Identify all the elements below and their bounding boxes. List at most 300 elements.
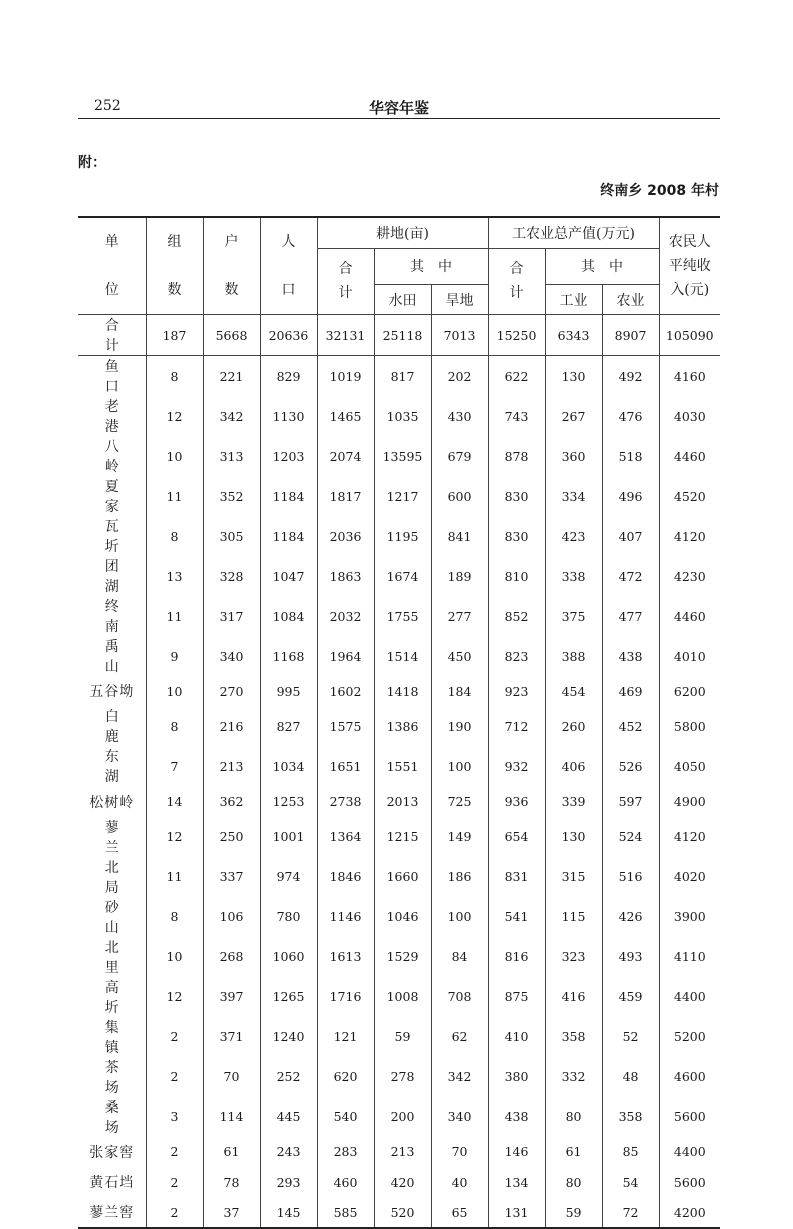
- cell-dryland: 708: [431, 977, 488, 1017]
- cell-dryland: 202: [431, 356, 488, 397]
- cell-land-total: 585: [317, 1198, 374, 1228]
- page-number: 252: [94, 98, 121, 114]
- cell-groups: 2: [146, 1167, 203, 1197]
- cell-households: 337: [203, 857, 260, 897]
- cell-population: 1130: [260, 396, 317, 436]
- header-dryland: 旱地: [431, 285, 488, 315]
- cell-dryland: 600: [431, 476, 488, 516]
- cell-land-total: 1716: [317, 977, 374, 1017]
- header-farmland-total: [317, 248, 374, 315]
- cell-industry: 80: [545, 1167, 602, 1197]
- cell-village-name: 蓼兰: [78, 817, 146, 857]
- cell-income: 4200: [659, 1198, 720, 1228]
- table-row: [78, 1167, 720, 1197]
- cell-paddy: 213: [374, 1137, 431, 1167]
- cell-paddy: 1529: [374, 937, 431, 977]
- cell-dryland: 725: [431, 786, 488, 816]
- cell-land-total: 1575: [317, 706, 374, 746]
- cell-industry: 315: [545, 857, 602, 897]
- cell-land-total: 2036: [317, 516, 374, 556]
- cell-dryland: 84: [431, 937, 488, 977]
- cell-output-total: 15250: [488, 315, 545, 356]
- cell-income: 4460: [659, 436, 720, 476]
- cell-population: 1253: [260, 786, 317, 816]
- cell-land-total: 1465: [317, 396, 374, 436]
- cell-dryland: 100: [431, 746, 488, 786]
- cell-industry: 260: [545, 706, 602, 746]
- cell-population: 974: [260, 857, 317, 897]
- cell-households: 371: [203, 1017, 260, 1057]
- cell-groups: 14: [146, 786, 203, 816]
- cell-population: 1001: [260, 817, 317, 857]
- cell-dryland: 62: [431, 1017, 488, 1057]
- table-row: [78, 636, 720, 676]
- cell-population: 243: [260, 1137, 317, 1167]
- cell-households: 61: [203, 1137, 260, 1167]
- cell-population: 1047: [260, 556, 317, 596]
- cell-agriculture: 426: [602, 897, 659, 937]
- cell-paddy: 1551: [374, 746, 431, 786]
- cell-groups: 10: [146, 676, 203, 706]
- cell-land-total: 1846: [317, 857, 374, 897]
- header-unit: [78, 217, 146, 315]
- cell-land-total: 620: [317, 1057, 374, 1097]
- cell-agriculture: 407: [602, 516, 659, 556]
- cell-agriculture: 72: [602, 1198, 659, 1228]
- cell-agriculture: 492: [602, 356, 659, 397]
- cell-paddy: 59: [374, 1017, 431, 1057]
- cell-land-total: 460: [317, 1167, 374, 1197]
- cell-village-name: 终南: [78, 596, 146, 636]
- cell-dryland: 149: [431, 817, 488, 857]
- header-households-top: 户: [224, 234, 239, 250]
- cell-land-total: 121: [317, 1017, 374, 1057]
- table-row: [78, 857, 720, 897]
- cell-groups: 10: [146, 937, 203, 977]
- cell-village-name: 八岭: [78, 436, 146, 476]
- cell-village-name: 砂山: [78, 897, 146, 937]
- cell-households: 362: [203, 786, 260, 816]
- cell-village-name: 东湖: [78, 746, 146, 786]
- cell-industry: 323: [545, 937, 602, 977]
- cell-paddy: 1035: [374, 396, 431, 436]
- header-income-line1: 农民人: [668, 234, 711, 250]
- cell-groups: 2: [146, 1017, 203, 1057]
- table-row: [78, 396, 720, 436]
- cell-industry: 339: [545, 786, 602, 816]
- cell-population: 445: [260, 1097, 317, 1137]
- table-row: [78, 556, 720, 596]
- cell-output-total: 932: [488, 746, 545, 786]
- cell-village-name: 合计: [78, 315, 146, 356]
- header-income: [659, 217, 720, 315]
- cell-land-total: 1651: [317, 746, 374, 786]
- cell-industry: 115: [545, 897, 602, 937]
- cell-dryland: 430: [431, 396, 488, 436]
- header-output-total: [488, 248, 545, 315]
- cell-industry: 375: [545, 596, 602, 636]
- table-row: [78, 1137, 720, 1167]
- cell-village-name: 北里: [78, 937, 146, 977]
- cell-income: 4120: [659, 516, 720, 556]
- cell-agriculture: 438: [602, 636, 659, 676]
- cell-paddy: 420: [374, 1167, 431, 1197]
- cell-village-name: 张家窖: [78, 1137, 146, 1167]
- cell-village-name: 高圻: [78, 977, 146, 1017]
- cell-income: 6200: [659, 676, 720, 706]
- cell-land-total: 1364: [317, 817, 374, 857]
- header-unit-bottom: 位: [104, 282, 119, 298]
- cell-dryland: 190: [431, 706, 488, 746]
- cell-land-total: 2074: [317, 436, 374, 476]
- cell-industry: 416: [545, 977, 602, 1017]
- cell-village-name: 团湖: [78, 556, 146, 596]
- cell-village-name: 集镇: [78, 1017, 146, 1057]
- cell-village-name: 瓦圻: [78, 516, 146, 556]
- cell-groups: 8: [146, 706, 203, 746]
- cell-agriculture: 452: [602, 706, 659, 746]
- cell-output-total: 743: [488, 396, 545, 436]
- header-population-bottom: 口: [281, 282, 296, 298]
- cell-groups: 11: [146, 476, 203, 516]
- cell-dryland: 186: [431, 857, 488, 897]
- cell-dryland: 100: [431, 897, 488, 937]
- cell-paddy: 278: [374, 1057, 431, 1097]
- cell-output-total: 438: [488, 1097, 545, 1137]
- cell-industry: 59: [545, 1198, 602, 1228]
- table-row: [78, 1017, 720, 1057]
- cell-households: 37: [203, 1198, 260, 1228]
- cell-population: 827: [260, 706, 317, 746]
- header-population: [260, 217, 317, 315]
- cell-population: 145: [260, 1198, 317, 1228]
- cell-land-total: 540: [317, 1097, 374, 1137]
- cell-income: 4520: [659, 476, 720, 516]
- cell-population: 1184: [260, 476, 317, 516]
- cell-paddy: 1755: [374, 596, 431, 636]
- cell-output-total: 410: [488, 1017, 545, 1057]
- cell-households: 268: [203, 937, 260, 977]
- table-row: [78, 897, 720, 937]
- cell-dryland: 841: [431, 516, 488, 556]
- cell-dryland: 277: [431, 596, 488, 636]
- cell-agriculture: 524: [602, 817, 659, 857]
- cell-households: 106: [203, 897, 260, 937]
- cell-dryland: 450: [431, 636, 488, 676]
- cell-income: 4120: [659, 817, 720, 857]
- cell-paddy: 1660: [374, 857, 431, 897]
- header-households-bottom: 数: [224, 282, 239, 298]
- cell-dryland: 679: [431, 436, 488, 476]
- cell-groups: 2: [146, 1057, 203, 1097]
- cell-income: 105090: [659, 315, 720, 356]
- header-paddy: 水田: [374, 285, 431, 315]
- cell-village-name: 黄石垱: [78, 1167, 146, 1197]
- cell-groups: 187: [146, 315, 203, 356]
- cell-village-name: 鱼口: [78, 356, 146, 397]
- cell-population: 1060: [260, 937, 317, 977]
- header-output-of-which: 其 中: [545, 248, 659, 285]
- cell-agriculture: 597: [602, 786, 659, 816]
- table-row: [78, 1057, 720, 1097]
- cell-population: 780: [260, 897, 317, 937]
- cell-households: 317: [203, 596, 260, 636]
- cell-village-name: 禹山: [78, 636, 146, 676]
- cell-income: 4010: [659, 636, 720, 676]
- table-row: [78, 746, 720, 786]
- cell-households: 78: [203, 1167, 260, 1197]
- cell-dryland: 65: [431, 1198, 488, 1228]
- cell-households: 305: [203, 516, 260, 556]
- header-industry: 工业: [545, 285, 602, 315]
- cell-income: 4050: [659, 746, 720, 786]
- cell-income: 4460: [659, 596, 720, 636]
- cell-village-name: 夏家: [78, 476, 146, 516]
- table-row: [78, 516, 720, 556]
- cell-households: 342: [203, 396, 260, 436]
- cell-land-total: 1817: [317, 476, 374, 516]
- cell-industry: 358: [545, 1017, 602, 1057]
- cell-agriculture: 496: [602, 476, 659, 516]
- cell-population: 1034: [260, 746, 317, 786]
- table-row: [78, 937, 720, 977]
- cell-land-total: 1613: [317, 937, 374, 977]
- cell-households: 5668: [203, 315, 260, 356]
- cell-land-total: 2738: [317, 786, 374, 816]
- cell-groups: 3: [146, 1097, 203, 1137]
- cell-village-name: 老港: [78, 396, 146, 436]
- header-farmland-total-bottom: 计: [338, 285, 353, 302]
- cell-agriculture: 459: [602, 977, 659, 1017]
- cell-groups: 2: [146, 1137, 203, 1167]
- cell-households: 216: [203, 706, 260, 746]
- header-population-top: 人: [281, 234, 296, 250]
- cell-agriculture: 358: [602, 1097, 659, 1137]
- cell-land-total: 1019: [317, 356, 374, 397]
- cell-land-total: 2032: [317, 596, 374, 636]
- table-row: [78, 436, 720, 476]
- table-row: [78, 786, 720, 816]
- cell-groups: 12: [146, 977, 203, 1017]
- cell-industry: 267: [545, 396, 602, 436]
- cell-income: 3900: [659, 897, 720, 937]
- cell-output-total: 831: [488, 857, 545, 897]
- cell-income: 4400: [659, 977, 720, 1017]
- cell-paddy: 1195: [374, 516, 431, 556]
- cell-output-total: 830: [488, 476, 545, 516]
- cell-industry: 406: [545, 746, 602, 786]
- cell-industry: 423: [545, 516, 602, 556]
- table-row: [78, 977, 720, 1017]
- cell-groups: 8: [146, 897, 203, 937]
- cell-agriculture: 516: [602, 857, 659, 897]
- cell-industry: 334: [545, 476, 602, 516]
- header-households: [203, 217, 260, 315]
- cell-population: 1265: [260, 977, 317, 1017]
- cell-paddy: 1046: [374, 897, 431, 937]
- cell-agriculture: 526: [602, 746, 659, 786]
- cell-industry: 61: [545, 1137, 602, 1167]
- cell-dryland: 342: [431, 1057, 488, 1097]
- cell-dryland: 70: [431, 1137, 488, 1167]
- cell-population: 829: [260, 356, 317, 397]
- cell-agriculture: 476: [602, 396, 659, 436]
- cell-households: 250: [203, 817, 260, 857]
- cell-agriculture: 85: [602, 1137, 659, 1167]
- cell-paddy: 1418: [374, 676, 431, 706]
- cell-population: 252: [260, 1057, 317, 1097]
- table-body: [78, 315, 720, 1228]
- cell-output-total: 810: [488, 556, 545, 596]
- cell-agriculture: 472: [602, 556, 659, 596]
- cell-population: 293: [260, 1167, 317, 1197]
- header-farmland-total-top: 合: [338, 261, 353, 278]
- cell-agriculture: 469: [602, 676, 659, 706]
- cell-income: 4030: [659, 396, 720, 436]
- cell-groups: 2: [146, 1198, 203, 1228]
- cell-dryland: 340: [431, 1097, 488, 1137]
- cell-population: 1203: [260, 436, 317, 476]
- cell-households: 397: [203, 977, 260, 1017]
- cell-paddy: 1008: [374, 977, 431, 1017]
- table-row: [78, 1097, 720, 1137]
- cell-income: 4110: [659, 937, 720, 977]
- cell-village-name: 蓼兰窖: [78, 1198, 146, 1228]
- cell-dryland: 40: [431, 1167, 488, 1197]
- cell-groups: 10: [146, 436, 203, 476]
- cell-groups: 11: [146, 596, 203, 636]
- table-row: [78, 706, 720, 746]
- table-row: [78, 1198, 720, 1228]
- cell-industry: 454: [545, 676, 602, 706]
- cell-output-total: 712: [488, 706, 545, 746]
- cell-groups: 12: [146, 396, 203, 436]
- cell-agriculture: 48: [602, 1057, 659, 1097]
- cell-paddy: 1215: [374, 817, 431, 857]
- cell-output-total: 541: [488, 897, 545, 937]
- cell-paddy: 520: [374, 1198, 431, 1228]
- cell-output-total: 146: [488, 1137, 545, 1167]
- cell-land-total: 283: [317, 1137, 374, 1167]
- cell-groups: 7: [146, 746, 203, 786]
- table-row: [78, 596, 720, 636]
- cell-dryland: 7013: [431, 315, 488, 356]
- page-header: [78, 96, 720, 119]
- cell-income: 4900: [659, 786, 720, 816]
- table-row: [78, 476, 720, 516]
- cell-agriculture: 8907: [602, 315, 659, 356]
- header-income-line3: 入(元): [670, 282, 710, 298]
- cell-households: 221: [203, 356, 260, 397]
- cell-land-total: 1964: [317, 636, 374, 676]
- cell-groups: 12: [146, 817, 203, 857]
- cell-paddy: 1674: [374, 556, 431, 596]
- cell-households: 340: [203, 636, 260, 676]
- cell-land-total: 1602: [317, 676, 374, 706]
- cell-village-name: 松树岭: [78, 786, 146, 816]
- cell-village-name: 北局: [78, 857, 146, 897]
- cell-paddy: 817: [374, 356, 431, 397]
- cell-population: 995: [260, 676, 317, 706]
- cell-households: 352: [203, 476, 260, 516]
- cell-agriculture: 52: [602, 1017, 659, 1057]
- cell-population: 1084: [260, 596, 317, 636]
- header-output: 工农业总产值(万元): [488, 217, 659, 248]
- cell-paddy: 1217: [374, 476, 431, 516]
- cell-income: 4400: [659, 1137, 720, 1167]
- header-groups-top: 组: [167, 234, 182, 250]
- cell-paddy: 13595: [374, 436, 431, 476]
- header-output-total-bottom: 计: [509, 285, 524, 302]
- cell-industry: 6343: [545, 315, 602, 356]
- cell-groups: 9: [146, 636, 203, 676]
- cell-population: 1240: [260, 1017, 317, 1057]
- header-groups-bottom: 数: [167, 282, 182, 298]
- cell-industry: 80: [545, 1097, 602, 1137]
- table-row: [78, 817, 720, 857]
- cell-paddy: 200: [374, 1097, 431, 1137]
- cell-output-total: 816: [488, 937, 545, 977]
- cell-village-name: 白鹿: [78, 706, 146, 746]
- book-title: 华容年鉴: [368, 99, 429, 117]
- village-statistics-table: [78, 216, 720, 1229]
- cell-income: 4160: [659, 356, 720, 397]
- cell-output-total: 380: [488, 1057, 545, 1097]
- cell-output-total: 134: [488, 1167, 545, 1197]
- cell-groups: 13: [146, 556, 203, 596]
- cell-industry: 338: [545, 556, 602, 596]
- table-total-row: [78, 315, 720, 356]
- cell-industry: 130: [545, 817, 602, 857]
- cell-income: 5200: [659, 1017, 720, 1057]
- header-agriculture: 农业: [602, 285, 659, 315]
- cell-paddy: 2013: [374, 786, 431, 816]
- cell-income: 5800: [659, 706, 720, 746]
- cell-paddy: 1514: [374, 636, 431, 676]
- cell-output-total: 936: [488, 786, 545, 816]
- cell-agriculture: 477: [602, 596, 659, 636]
- cell-land-total: 1863: [317, 556, 374, 596]
- cell-village-name: 茶场: [78, 1057, 146, 1097]
- cell-income: 4600: [659, 1057, 720, 1097]
- cell-population: 1168: [260, 636, 317, 676]
- cell-industry: 332: [545, 1057, 602, 1097]
- cell-output-total: 622: [488, 356, 545, 397]
- cell-industry: 130: [545, 356, 602, 397]
- cell-households: 213: [203, 746, 260, 786]
- cell-paddy: 1386: [374, 706, 431, 746]
- cell-agriculture: 54: [602, 1167, 659, 1197]
- header-income-line2: 平纯收: [668, 258, 711, 274]
- cell-output-total: 830: [488, 516, 545, 556]
- cell-output-total: 878: [488, 436, 545, 476]
- cell-output-total: 823: [488, 636, 545, 676]
- table-caption: 终南乡 2008 年村: [600, 183, 719, 199]
- cell-households: 114: [203, 1097, 260, 1137]
- header-groups: [146, 217, 203, 315]
- cell-output-total: 875: [488, 977, 545, 1017]
- cell-output-total: 852: [488, 596, 545, 636]
- cell-dryland: 184: [431, 676, 488, 706]
- cell-dryland: 189: [431, 556, 488, 596]
- cell-land-total: 32131: [317, 315, 374, 356]
- header-farmland-of-which: 其 中: [374, 248, 488, 285]
- cell-village-name: 桑场: [78, 1097, 146, 1137]
- appendix-label: 附：: [78, 155, 106, 171]
- table-row: [78, 356, 720, 397]
- cell-industry: 388: [545, 636, 602, 676]
- cell-households: 328: [203, 556, 260, 596]
